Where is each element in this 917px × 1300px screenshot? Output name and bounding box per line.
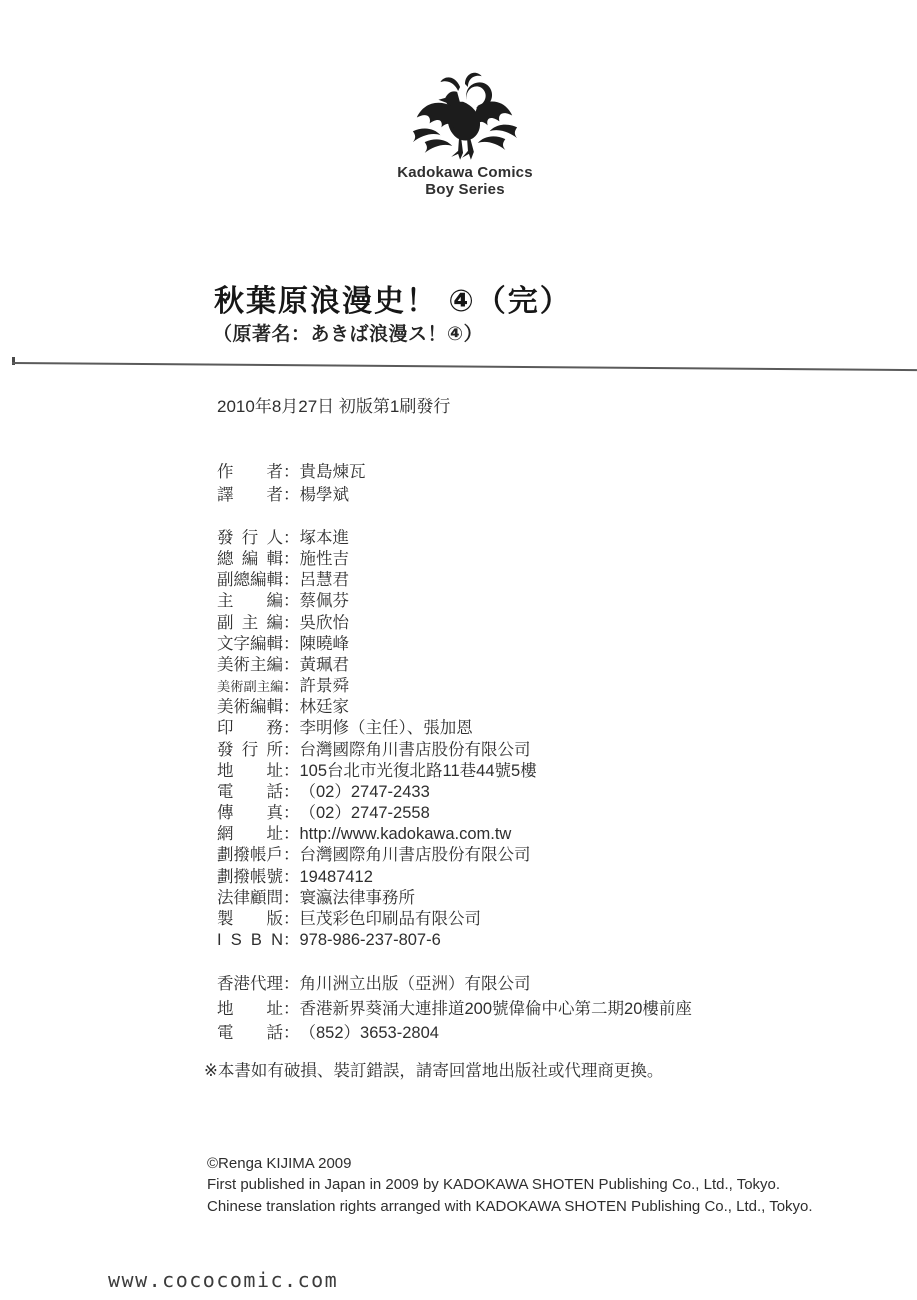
credit-row [217, 528, 537, 549]
credit-label: 法律顧問 [217, 888, 283, 907]
credit-colon: ： [283, 613, 300, 632]
credit-colon: ： [283, 529, 300, 547]
credit-value: 楊學斌 [299, 486, 349, 504]
author-translator-block [217, 461, 366, 507]
edition-date: 2010年8月27日 初版第1刷發行 [217, 397, 451, 416]
credit-row [217, 613, 537, 634]
credit-label: 美術副主編 [217, 679, 283, 695]
credit-value: 香港新界葵涌大連排道200號偉倫中心第二期20樓前座 [299, 999, 692, 1018]
scan-line-nub [12, 357, 15, 365]
credit-row [217, 888, 537, 909]
credit-value: 台灣國際角川書店股份有限公司 [299, 846, 531, 865]
credit-value: 李明修（主任）、張加恩 [299, 719, 473, 738]
credit-colon: ： [283, 867, 300, 886]
credit-row [217, 803, 537, 824]
credit-label: 傳真 [217, 804, 283, 823]
credit-label: 製版 [217, 909, 283, 928]
credit-value: 陳曉峰 [299, 634, 349, 653]
credit-colon: ： [283, 486, 300, 504]
credit-value: 19487412 [299, 867, 373, 886]
credit-colon: ： [283, 719, 300, 738]
credit-value: 巨茂彩色印刷品有限公司 [299, 909, 481, 928]
credit-row [217, 718, 537, 739]
phoenix-icon [406, 70, 524, 164]
credit-row [217, 591, 537, 612]
credit-value: 角川洲立出版（亞洲）有限公司 [299, 975, 531, 993]
credit-label: 電話 [217, 782, 283, 801]
credit-label: 主編 [217, 592, 283, 611]
credit-value: 呂慧君 [299, 571, 349, 590]
credit-row [217, 824, 537, 845]
credit-label: 總編輯 [217, 550, 283, 569]
copyright-line1: ©Renga KIJIMA 2009 [207, 1155, 352, 1172]
credit-row [217, 972, 692, 997]
kadokawa-logo [390, 70, 540, 198]
credit-label: 網址 [217, 825, 283, 844]
credit-label: 地址 [217, 761, 283, 780]
credit-colon: ： [283, 825, 300, 844]
credit-colon: ： [283, 550, 300, 569]
credit-colon: ： [283, 888, 300, 907]
credit-value: （02）2747-2433 [299, 782, 430, 801]
publication-credits-block [217, 528, 537, 951]
credit-colon: ： [283, 592, 300, 611]
scan-divider-line [12, 362, 917, 371]
credit-row [217, 655, 537, 676]
credit-colon: ： [283, 1024, 300, 1043]
credit-value: 台灣國際角川書店股份有限公司 [299, 740, 531, 759]
credit-colon: ： [283, 782, 300, 801]
credit-value: （02）2747-2558 [299, 804, 430, 823]
credit-colon: ： [283, 975, 300, 993]
credit-value: 貴島煉瓦 [299, 463, 366, 481]
credit-value: 吳欣怡 [299, 613, 349, 632]
credit-row [217, 909, 537, 930]
credit-label: 譯者 [217, 486, 283, 504]
credit-value: 塚本進 [299, 529, 349, 547]
copyright-line3: Chinese translation rights arranged with KADOKAWA SHOTEN Publishing Co., Ltd., Tokyo. [207, 1197, 813, 1215]
isbn-value: 978-986-237-807-6 [299, 930, 441, 949]
credit-value: 蔡佩芬 [299, 592, 349, 611]
book-title: 秋葉原浪漫史！ ④（完） [214, 285, 572, 318]
damage-replacement-notice: ※本書如有破損、裝訂錯誤，請寄回當地出版社或代理商更換。 [204, 1062, 664, 1080]
credit-row [217, 570, 537, 591]
credit-label: 副主編 [217, 613, 283, 632]
credit-colon: ： [283, 761, 300, 780]
credit-row-isbn [217, 930, 537, 951]
credit-value: （852）3653-2804 [299, 1024, 439, 1043]
logo-series-line1: Kadokawa Comics [397, 164, 533, 181]
credit-label: 美術主編 [217, 655, 283, 674]
credit-label: 文字編輯 [217, 634, 283, 653]
credit-label: 美術編輯 [217, 698, 283, 717]
credit-colon: ： [283, 930, 300, 949]
credit-label: 印務 [217, 719, 283, 738]
credit-label: 地址 [217, 999, 283, 1018]
credit-colon: ： [283, 677, 300, 696]
credit-colon: ： [283, 634, 300, 653]
credit-row [217, 761, 537, 782]
credit-label: 副總編輯 [217, 571, 283, 590]
original-title: （原著名：あきば浪漫ス！④） [213, 324, 484, 345]
credit-label: 電話 [217, 1024, 283, 1043]
credit-value: 施性吉 [299, 550, 349, 569]
credit-label: 發行人 [217, 529, 283, 547]
credit-label: 發行所 [217, 740, 283, 759]
credit-row [217, 1021, 692, 1046]
credit-value-url: http://www.kadokawa.com.tw [299, 825, 512, 844]
credit-label: 香港代理 [217, 975, 283, 993]
credit-row [217, 697, 537, 718]
credit-row [217, 782, 537, 803]
credit-colon: ： [283, 909, 300, 928]
credit-row [217, 740, 537, 761]
logo-series-line2: Boy Series [425, 181, 505, 198]
credit-value: 林廷家 [299, 698, 349, 717]
credit-row [217, 549, 537, 570]
credit-colon: ： [283, 999, 300, 1018]
hk-agent-block [217, 972, 692, 1046]
credit-value: 寰瀛法律事務所 [299, 888, 415, 907]
credit-row-translator [217, 484, 366, 507]
credit-label: 劃撥帳戶 [217, 846, 283, 865]
credit-value: 105台北市光復北路11巷44號5樓 [299, 761, 537, 780]
site-watermark: www.cococomic.com [108, 1268, 339, 1292]
credit-value: 黃珮君 [299, 655, 349, 674]
credit-colon: ： [283, 463, 300, 481]
credit-label: 作者 [217, 463, 283, 481]
credit-colon: ： [283, 571, 300, 590]
credit-label: 劃撥帳號 [217, 867, 283, 886]
credit-row [217, 676, 537, 697]
credit-label: I S B N [217, 930, 283, 949]
credit-row [217, 845, 537, 866]
copyright-block [207, 1153, 813, 1217]
credit-row [217, 867, 537, 888]
credit-colon: ： [283, 740, 300, 759]
credit-colon: ： [283, 698, 300, 717]
credit-row [217, 997, 692, 1022]
credit-colon: ： [283, 846, 300, 865]
credit-row-author [217, 461, 366, 484]
credit-row [217, 634, 537, 655]
credit-value: 許景舜 [299, 677, 349, 696]
copyright-line2: First published in Japan in 2009 by KADOKAWA SHOTEN Publishing Co., Ltd., Tokyo. [207, 1176, 781, 1194]
credit-colon: ： [283, 655, 300, 674]
credit-colon: ： [283, 804, 300, 823]
